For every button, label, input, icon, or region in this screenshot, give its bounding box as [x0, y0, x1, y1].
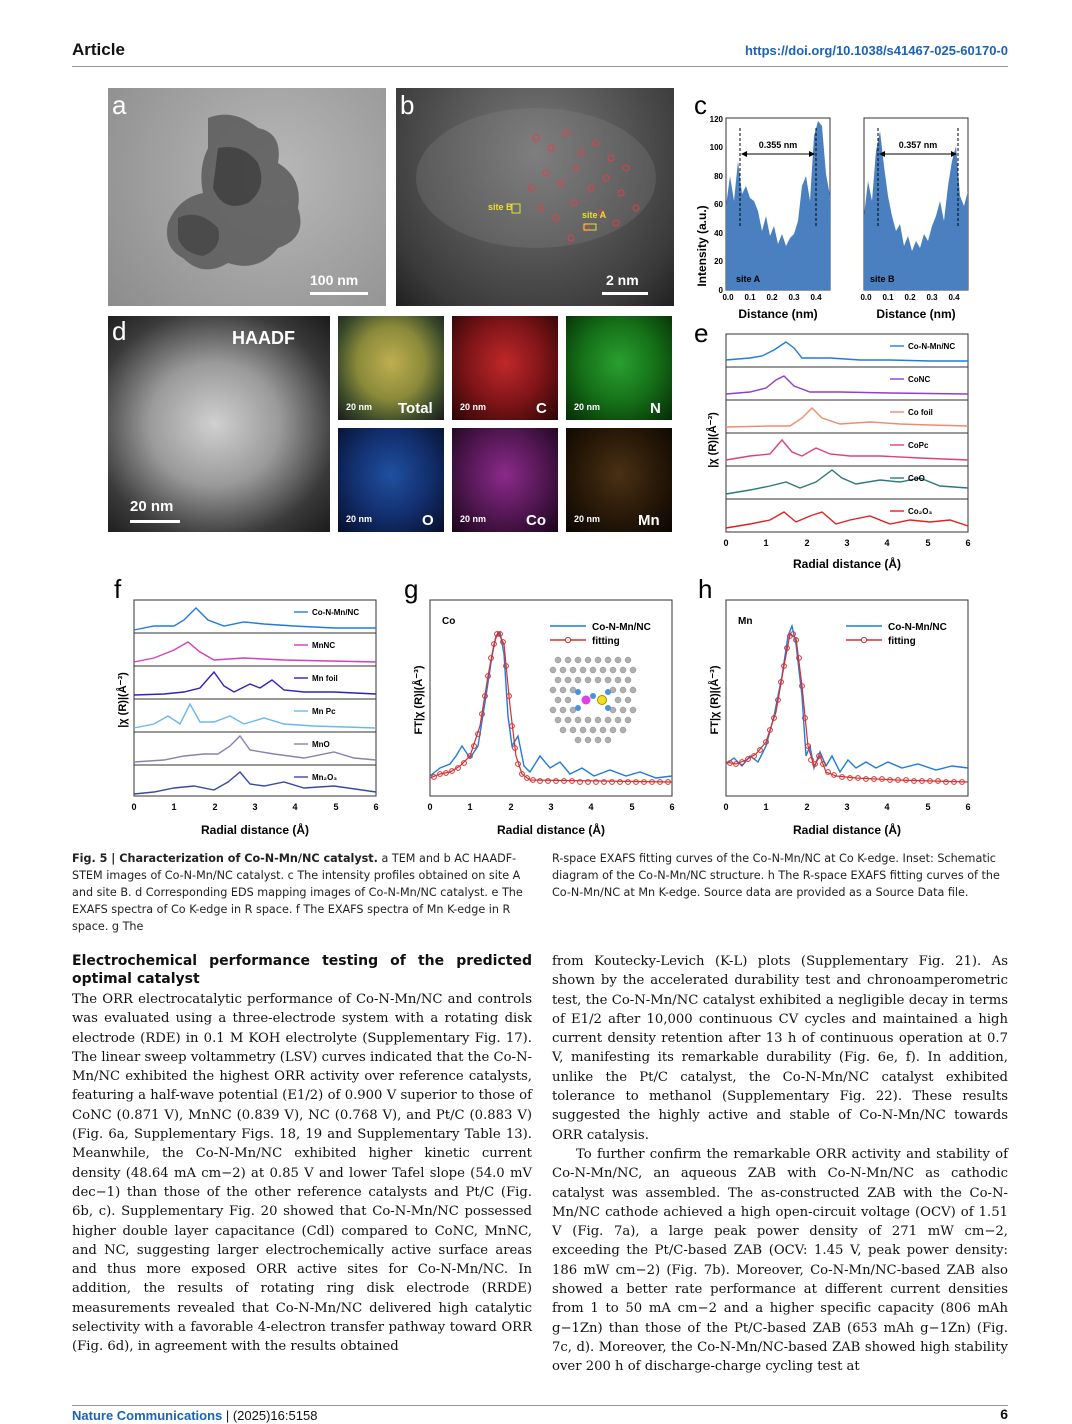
body-paragraph-1: The ORR electrocatalytic performance of Co-N-Mn/NC and controls was evaluated using a three-electrode system with a rotating disk electrode (RDE) in 0.1 M KOH electrolyte (Supplementary Fig. 17). The linear sweep voltammetry (LSV) curves indicated that the Co-N-Mn/NC exhibited the highest ORR activity over reference catalysts, featuring a half-wave potential (E1/2) of 0.900 V superior to those of CoNC (0.871 V), MnNC (0.839 V), NC (0.768 V), and Pt/C (0.883 V) (Fig. 6a, Supplementary Figs. 18, 19 and Supplementary Table 13). Meanwhile, the Co-N-Mn/NC exhibited higher kinetic current density (48.64 mA cm−2) at 0.85 V and lower Tafel slope (54.0 mV dec−1) than those of the other reference catalysts and Pt/C (Fig. 6b, c). Supplementary Fig. 20 showed that Co-N-Mn/NC possessed higher double layer capacitance (Cdl) compared to CoNC, MnNC, and NC, suggesting larger electrochemically active surface areas and thus more exposed ORR active sites for Co-N-Mn/NC. In addition, the results of rotating ring disk electrode (RRDE) measurements revealed that Co-N-Mn/NC delivered high catalytic selectivity with a favorable 4-electron transfer pathway toward ORR (Fig. 6d), in agreement with the results obtained [72, 992, 532, 1355]
g-legend-0: Co-N-Mn/NC [592, 622, 651, 633]
e-legend-4: CoO [908, 474, 925, 483]
eds-map-n [566, 316, 672, 420]
panel-f-xlabel: Radial distance (Å) [200, 823, 310, 837]
section-heading: Electrochemical performance testing of the predicted optimal catalyst [72, 953, 532, 987]
e-tick-2: 2 [804, 538, 810, 548]
panel-g-element: Co [442, 616, 456, 627]
panel-c-ylabel: Intensity (a.u.) [695, 205, 709, 287]
panel-d-haadf-text: HAADF [232, 328, 295, 348]
f-tick-0: 0 [131, 802, 137, 812]
eds-c-label: C [536, 400, 547, 417]
g-tick-4: 4 [588, 802, 594, 812]
body-column-right [552, 952, 1008, 1377]
panel-d-scalebar [130, 520, 180, 523]
eds-n-scale: 20 nm [574, 402, 601, 412]
eds-map-mn [566, 428, 672, 532]
panel-g-label: g [404, 574, 419, 604]
panel-g-xlabel: Radial distance (Å) [496, 823, 606, 837]
e-legend-1: CoNC [908, 375, 931, 384]
panel-f-chart [104, 596, 394, 842]
e-tick-4: 4 [884, 538, 890, 548]
h-fit-markers [728, 632, 965, 785]
panel-d-haadf-image [108, 316, 330, 532]
panel-c-site-a-plot [710, 115, 830, 321]
body-paragraph-3: To further confirm the remarkable ORR activity and stability of Co-N-Mn/NC, an aqueous ZAB with Co-N-Mn/NC as cathodic catalyst was assembled. The as-constructed ZAB with the Co-N-Mn/NC cathode achieved a high open-circuit voltage (OCV) of 1.51 V (Fig. 7a), a large peak power density of 271 mW cm−2, exceeding the Pt/C-based ZAB (OCV: 1.45 V, peak power density: 186 mW cm−2) (Fig. 7b). Moreover, Co-N-Mn/NC-based ZAB also showed a better rate performance at different current densities from 1 to 50 mA cm−2 and a higher specific capacity (806 mAh g−1Zn) than those of the Pt/C-based ZAB (653 mAh g−1Zn) (Fig. 7c, d). Moreover, the Co-N-Mn/NC-based ZAB showed high stability over 200 h of discharge-charge cycling test at [552, 1146, 1008, 1375]
panel-h-element: Mn [738, 616, 753, 627]
eds-map-co [452, 428, 558, 532]
f-legend-2: Mn foil [312, 674, 338, 683]
panel-e-label: e [694, 318, 709, 348]
h-legend-1: fitting [888, 636, 916, 647]
g-legend-1: fitting [592, 636, 620, 647]
eds-map-total [338, 316, 444, 420]
tick-y-60: 60 [714, 200, 723, 209]
eds-total-scale: 20 nm [346, 402, 373, 412]
e-tick-1: 1 [763, 538, 769, 548]
eds-o-label: O [422, 512, 434, 529]
f-line-mnnc [134, 642, 376, 662]
g-tick-2: 2 [508, 802, 514, 812]
e-tick-6: 6 [965, 538, 971, 548]
panel-c-chart [690, 106, 980, 342]
tick-x-a-1: 0.1 [744, 293, 756, 302]
f-line-mn2o3 [134, 772, 376, 794]
panel-g-ylabel: FT|χ (R)|(Å⁻³) [413, 665, 425, 735]
panel-f-label: f [114, 574, 122, 604]
header-rule [72, 66, 1008, 67]
panel-h-label: h [698, 574, 713, 604]
f-legend-5: Mn₂O₃ [312, 773, 338, 782]
site-b-tag: site B [870, 274, 895, 284]
tick-x-a-2: 0.2 [766, 293, 778, 302]
eds-mn-label: Mn [638, 512, 660, 529]
eds-map-o [338, 428, 444, 532]
eds-co-label: Co [526, 512, 546, 529]
panel-h-ylabel: FT|χ (R)|(Å⁻³) [709, 665, 721, 735]
e-line-copc [726, 440, 968, 460]
g-tick-0: 0 [427, 802, 433, 812]
panel-a-label: a [112, 90, 127, 120]
journal-name[interactable]: Nature Communications [72, 1408, 223, 1423]
panel-c-xlabel-b: Distance (nm) [876, 307, 956, 321]
body-column-left [72, 952, 532, 1357]
caption-fig-number: Fig. 5 | [72, 852, 120, 865]
tick-y-120: 120 [709, 115, 723, 124]
h-tick-1: 1 [763, 802, 769, 812]
site-a-distance: 0.355 nm [758, 140, 798, 150]
e-tick-3: 3 [844, 538, 850, 548]
eds-n-label: N [650, 400, 661, 417]
f-line-mnpc [134, 704, 376, 728]
tick-x-b-0: 0.0 [860, 293, 872, 302]
panel-c-label: c [694, 90, 707, 120]
g-tick-5: 5 [629, 802, 635, 812]
caption-text-1: a TEM and b AC HAADF-STEM images of Co-N-Mn/NC catalyst. c The intensity profiles obtained on site A and site B. d Corresponding EDS mapping images of Co-N-Mn/NC catalyst. e The EXAFS spectra of Co K-edge in R space. f The EXAFS spectra of Mn K-edge in R space. g The [72, 852, 523, 933]
f-tick-1: 1 [171, 802, 177, 812]
panel-b-scalebar [602, 292, 648, 295]
h-tick-0: 0 [723, 802, 729, 812]
panel-d-label: d [112, 316, 127, 346]
panel-h-chart [696, 596, 986, 842]
panel-b-site-a: site A [582, 210, 607, 220]
f-line-mnfoil [134, 672, 376, 695]
f-tick-5: 5 [333, 802, 339, 812]
panel-a-scalebar [310, 292, 368, 295]
g-tick-6: 6 [669, 802, 675, 812]
e-legend-0: Co-N-Mn/NC [908, 342, 956, 351]
site-b-profile [864, 131, 968, 290]
h-legend-0: Co-N-Mn/NC [888, 622, 947, 633]
panel-b-stem-image [396, 88, 674, 306]
eds-total-label: Total [398, 400, 433, 417]
tick-y-100: 100 [709, 143, 723, 152]
panel-c-xlabel-a: Distance (nm) [738, 307, 818, 321]
panel-f-ylabel: |χ (R)|(Å⁻³) [117, 672, 129, 728]
tick-y-80: 80 [714, 172, 723, 181]
site-a-tag: site A [736, 274, 761, 284]
f-legend-0: Co-N-Mn/NC [312, 608, 360, 617]
section-label: Article [72, 40, 125, 59]
h-tick-2: 2 [804, 802, 810, 812]
g-tick-3: 3 [548, 802, 554, 812]
eds-co-scale: 20 nm [460, 514, 487, 524]
e-line-conc [726, 376, 968, 394]
panel-g-chart [400, 596, 690, 842]
panel-a-tem-image [108, 88, 386, 306]
panel-h-xlabel: Radial distance (Å) [792, 823, 902, 837]
journal-issue: | (2025)16:5158 [222, 1408, 318, 1423]
panel-b-label: b [400, 90, 415, 120]
f-tick-6: 6 [373, 802, 379, 812]
figure-caption-right [552, 850, 1008, 901]
f-legend-3: Mn Pc [312, 707, 336, 716]
eds-c-scale: 20 nm [460, 402, 487, 412]
tick-x-a-0: 0.0 [722, 293, 734, 302]
panel-c-site-b-plot [860, 118, 968, 321]
e-tick-5: 5 [925, 538, 931, 548]
doi-link[interactable]: https://doi.org/10.1038/s41467-025-60170-0 [744, 43, 1008, 58]
h-tick-3: 3 [844, 802, 850, 812]
tick-x-b-4: 0.4 [948, 293, 960, 302]
panel-d-scale-text: 20 nm [130, 498, 174, 515]
tick-x-b-2: 0.2 [904, 293, 916, 302]
caption-title: Characterization of Co-N-Mn/NC catalyst. [119, 852, 378, 865]
tick-y-0: 0 [718, 286, 723, 295]
tick-x-b-1: 0.1 [882, 293, 894, 302]
f-tick-3: 3 [252, 802, 258, 812]
e-legend-5: Co₂O₃ [908, 507, 933, 516]
panel-b-site-b: site B [488, 202, 513, 212]
h-tick-6: 6 [965, 802, 971, 812]
tick-x-a-3: 0.3 [788, 293, 800, 302]
tick-y-40: 40 [714, 229, 723, 238]
figure-caption-left [72, 850, 534, 935]
page-number: 6 [1000, 1406, 1008, 1422]
tick-x-b-3: 0.3 [926, 293, 938, 302]
e-legend-3: CoPc [908, 441, 929, 450]
panel-b-scale-text: 2 nm [606, 272, 639, 288]
eds-o-scale: 20 nm [346, 514, 373, 524]
eds-map-c [452, 316, 558, 420]
f-tick-2: 2 [212, 802, 218, 812]
f-legend-4: MnO [312, 740, 330, 749]
f-tick-4: 4 [292, 802, 298, 812]
body-paragraph-2: from Koutecky-Levich (K-L) plots (Supplementary Fig. 21). As shown by the accelerated durability test and chronoamperometric test, the Co-N-Mn/NC catalyst exhibited a negligible decay in terms of E1/2 after 10,000 continuous CV cycles and maintained a high current density retention after 13 h of continuous operation at 0.7 V, manifesting its remarkable durability (Fig. 6e, f). In addition, unlike the Pt/C catalyst, the Co-N-Mn/NC catalyst exhibited tolerance to methanol (Supplementary Fig. 22). These results suggested the highly active and stable of Co-N-Mn/NC towards ORR catalysis. [552, 954, 1008, 1143]
h-line-fit [726, 634, 968, 782]
tick-x-a-4: 0.4 [810, 293, 822, 302]
f-legend-1: MnNC [312, 641, 336, 650]
panel-a-scale-text: 100 nm [310, 272, 359, 288]
eds-mn-scale: 20 nm [574, 514, 601, 524]
caption-text-2: R-space EXAFS fitting curves of the Co-N-Mn/NC at Co K-edge. Inset: Schematic diagram of the Co-N-Mn/NC structure. h The R-space EXAFS fitting curves of the Co-N-Mn/NC at Mn K-edge. Source data are provided as a Source Data file. [552, 852, 1000, 899]
f-line-mno [134, 736, 376, 762]
e-tick-0: 0 [723, 538, 729, 548]
g-tick-1: 1 [467, 802, 473, 812]
panel-e-ylabel: |χ (R)|(Å⁻³) [707, 412, 719, 468]
g-inset-structure [548, 652, 638, 744]
panel-e-xlabel: Radial distance (Å) [792, 557, 902, 571]
h-tick-4: 4 [884, 802, 890, 812]
e-line-coo [726, 470, 968, 494]
h-tick-5: 5 [925, 802, 931, 812]
panel-e-chart [690, 330, 980, 580]
e-legend-2: Co foil [908, 408, 933, 417]
footer-journal [72, 1408, 317, 1423]
footer-rule [72, 1405, 1008, 1406]
tick-y-20: 20 [714, 257, 723, 266]
site-b-distance: 0.357 nm [898, 140, 938, 150]
